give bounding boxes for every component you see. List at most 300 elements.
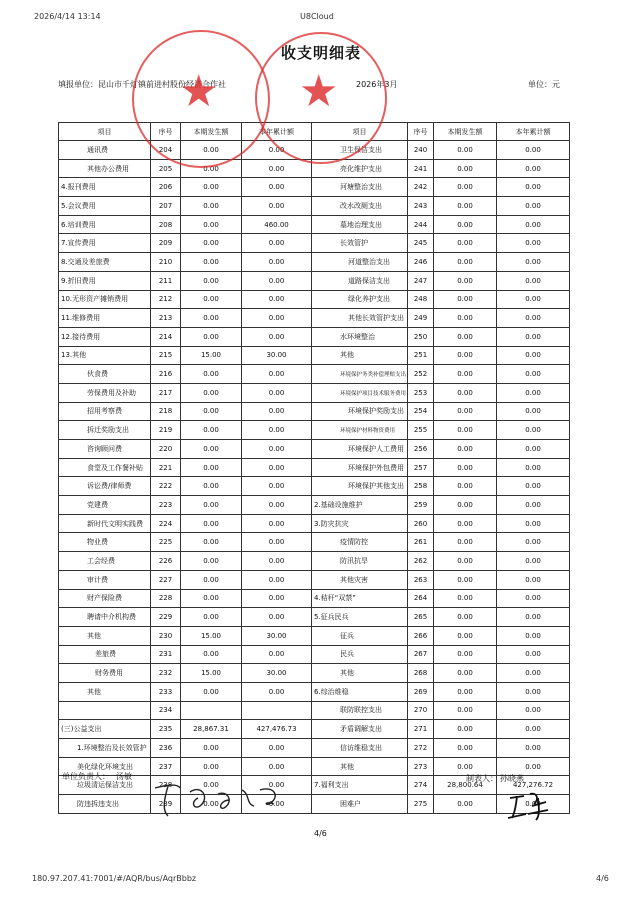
row-current-right: 0.00: [434, 402, 497, 421]
row-item-right: 其他长效管护支出: [312, 309, 408, 328]
row-ytd-left: 0.00: [242, 365, 312, 384]
table-row: [59, 645, 570, 664]
row-seq-right: 275: [408, 795, 434, 814]
row-item-left: 聘请中介机构费: [59, 608, 151, 627]
row-seq-right: 244: [408, 215, 434, 234]
row-seq-right: 264: [408, 589, 434, 608]
row-current-left: 0.00: [181, 365, 242, 384]
row-current-left: 0.00: [181, 477, 242, 496]
row-ytd-right: 0.00: [497, 589, 570, 608]
row-ytd-right: 0.00: [497, 720, 570, 739]
row-item-right: 环境保护人工费用: [312, 440, 408, 459]
row-seq-right: 262: [408, 552, 434, 571]
row-ytd-right: 0.00: [497, 365, 570, 384]
row-ytd-right: 0.00: [497, 739, 570, 758]
row-ytd-left: 0.00: [242, 552, 312, 571]
row-item-left: 10.无形资产摊销费用: [59, 290, 151, 309]
col-current-left: 本期发生额: [181, 123, 242, 141]
row-item-right: 矛盾调解支出: [312, 720, 408, 739]
row-current-left: 0.00: [181, 458, 242, 477]
row-current-left: 0.00: [181, 309, 242, 328]
table-row: [59, 552, 570, 571]
row-item-left: 新时代文明实践费: [59, 514, 151, 533]
row-seq-left: 236: [151, 739, 181, 758]
row-seq-left: 208: [151, 215, 181, 234]
row-item-right: 道路保洁支出: [312, 271, 408, 290]
row-seq-right: 251: [408, 346, 434, 365]
row-seq-left: 230: [151, 626, 181, 645]
row-item-left: 美化绿化环境支出: [59, 757, 151, 776]
row-ytd-left: 0.00: [242, 402, 312, 421]
row-item-left: 其他: [59, 682, 151, 701]
row-item-right: 征兵: [312, 626, 408, 645]
row-ytd-right: 0.00: [497, 570, 570, 589]
row-item-left: 物业费: [59, 533, 151, 552]
row-seq-left: 209: [151, 234, 181, 253]
row-seq-left: 211: [151, 271, 181, 290]
row-current-left: 0.00: [181, 197, 242, 216]
leader-name: 汤敏: [116, 772, 132, 781]
row-seq-right: 272: [408, 739, 434, 758]
row-current-right: 0.00: [434, 440, 497, 459]
row-current-left: 0.00: [181, 178, 242, 197]
row-item-left: 差旅费: [59, 645, 151, 664]
row-seq-left: 229: [151, 608, 181, 627]
row-current-right: 0.00: [434, 739, 497, 758]
row-ytd-left: 0.00: [242, 645, 312, 664]
table-row: [59, 178, 570, 197]
row-seq-right: 240: [408, 141, 434, 160]
row-seq-left: 223: [151, 496, 181, 515]
row-seq-left: 213: [151, 309, 181, 328]
row-current-left: 0.00: [181, 570, 242, 589]
row-current-left: 0.00: [181, 383, 242, 402]
row-current-right: 0.00: [434, 421, 497, 440]
print-page: 4/6: [596, 874, 609, 883]
row-ytd-right: 0.00: [497, 421, 570, 440]
row-item-right: 环境保护材料物资费用: [312, 421, 408, 440]
row-ytd-right: 0.00: [497, 496, 570, 515]
table-row: [59, 365, 570, 384]
row-ytd-right: 427,276.72: [497, 776, 570, 795]
row-seq-right: 249: [408, 309, 434, 328]
table-row: [59, 402, 570, 421]
row-ytd-right: 0.00: [497, 402, 570, 421]
report-unit: 填报单位：昆山市千灯镇前进村股份经济合作社: [58, 80, 226, 89]
row-current-left: 0.00: [181, 215, 242, 234]
report-page-number: 4/6: [314, 829, 327, 838]
row-seq-right: 259: [408, 496, 434, 515]
preparer-signature: [506, 788, 556, 824]
row-ytd-left: 0.00: [242, 271, 312, 290]
row-current-left: 0.00: [181, 533, 242, 552]
row-current-right: 0.00: [434, 701, 497, 720]
row-seq-left: 231: [151, 645, 181, 664]
row-current-left: 0.00: [181, 234, 242, 253]
row-ytd-right: 0.00: [497, 290, 570, 309]
row-seq-right: 241: [408, 159, 434, 178]
row-current-right: 0.00: [434, 608, 497, 627]
row-item-left: 党建费: [59, 496, 151, 515]
row-current-right: 0.00: [434, 253, 497, 272]
row-current-right: 0.00: [434, 795, 497, 814]
table-row: [59, 327, 570, 346]
row-seq-right: 256: [408, 440, 434, 459]
row-seq-left: 218: [151, 402, 181, 421]
row-item-right: 亮化维护支出: [312, 159, 408, 178]
table-row: [59, 701, 570, 720]
row-seq-right: 266: [408, 626, 434, 645]
row-item-left: 通讯费: [59, 141, 151, 160]
row-seq-right: 269: [408, 682, 434, 701]
row-seq-left: 212: [151, 290, 181, 309]
row-current-left: 0.00: [181, 514, 242, 533]
row-item-right: 信访维稳支出: [312, 739, 408, 758]
table-row: [59, 421, 570, 440]
row-ytd-right: 0.00: [497, 701, 570, 720]
row-ytd-left: 0.00: [242, 290, 312, 309]
seal-star-icon: ★: [179, 66, 219, 117]
row-ytd-right: 0.00: [497, 197, 570, 216]
row-seq-right: 258: [408, 477, 434, 496]
row-current-right: 0.00: [434, 141, 497, 160]
row-current-left: [181, 701, 242, 720]
row-item-right: 4.秸秆“双禁”: [312, 589, 408, 608]
row-item-left: 审计费: [59, 570, 151, 589]
row-ytd-left: 0.00: [242, 234, 312, 253]
row-item-left: 5.会议费用: [59, 197, 151, 216]
table-row: [59, 682, 570, 701]
row-item-left: 食堂及工作餐补贴: [59, 458, 151, 477]
print-app-name: U8Cloud: [300, 12, 334, 21]
row-ytd-right: 0.00: [497, 215, 570, 234]
row-seq-left: 232: [151, 664, 181, 683]
row-current-left: 0.00: [181, 682, 242, 701]
row-current-left: 0.00: [181, 159, 242, 178]
row-seq-right: 268: [408, 664, 434, 683]
cooperative-seal: [132, 30, 270, 168]
table-row: [59, 570, 570, 589]
row-item-right: 防汛抗旱: [312, 552, 408, 571]
row-current-left: 0.00: [181, 496, 242, 515]
row-item-left: [59, 701, 151, 720]
row-current-right: 0.00: [434, 178, 497, 197]
row-seq-left: 217: [151, 383, 181, 402]
table-row: [59, 533, 570, 552]
row-seq-right: 274: [408, 776, 434, 795]
row-item-right: 3.防灾抗灾: [312, 514, 408, 533]
preparer-label: 制表人：: [466, 774, 498, 783]
row-item-left: 1.环境整治及长效管护: [59, 739, 151, 758]
row-ytd-left: 0.00: [242, 496, 312, 515]
row-ytd-left: 0.00: [242, 682, 312, 701]
row-seq-left: 207: [151, 197, 181, 216]
row-seq-left: 205: [151, 159, 181, 178]
row-ytd-right: 0.00: [497, 757, 570, 776]
row-item-right: 长效管护: [312, 234, 408, 253]
row-current-right: 0.00: [434, 477, 497, 496]
row-ytd-left: 0.00: [242, 327, 312, 346]
table-row: [59, 496, 570, 515]
row-ytd-right: 0.00: [497, 626, 570, 645]
report-title: 收支明细表: [281, 44, 362, 62]
row-item-left: 7.宣传费用: [59, 234, 151, 253]
row-ytd-left: 30.00: [242, 346, 312, 365]
row-seq-left: 238: [151, 776, 181, 795]
row-item-right: 民兵: [312, 645, 408, 664]
row-current-left: 0.00: [181, 589, 242, 608]
row-seq-left: 204: [151, 141, 181, 160]
col-ytd-right: 本年累计额: [497, 123, 570, 141]
row-current-left: 0.00: [181, 271, 242, 290]
row-ytd-left: 0.00: [242, 421, 312, 440]
row-seq-right: 260: [408, 514, 434, 533]
row-item-left: 防违拆违支出: [59, 795, 151, 814]
table-row: [59, 271, 570, 290]
row-seq-left: 214: [151, 327, 181, 346]
row-seq-left: 224: [151, 514, 181, 533]
row-ytd-left: 0.00: [242, 757, 312, 776]
row-seq-left: 239: [151, 795, 181, 814]
row-item-right: 环境保护其他支出: [312, 477, 408, 496]
row-seq-right: 261: [408, 533, 434, 552]
row-current-left: 0.00: [181, 795, 242, 814]
row-ytd-left: 0.00: [242, 477, 312, 496]
row-ytd-right: 0.00: [497, 664, 570, 683]
row-current-right: 0.00: [434, 327, 497, 346]
row-seq-right: 252: [408, 365, 434, 384]
row-current-right: 0.00: [434, 234, 497, 253]
row-current-right: 0.00: [434, 570, 497, 589]
table-row: [59, 720, 570, 739]
row-item-right: 2.基础设施维护: [312, 496, 408, 515]
table-row: [59, 458, 570, 477]
row-current-right: 0.00: [434, 365, 497, 384]
row-seq-right: 246: [408, 253, 434, 272]
row-item-left: 12.接待费用: [59, 327, 151, 346]
table-row: [59, 215, 570, 234]
row-ytd-right: 0.00: [497, 141, 570, 160]
row-current-right: 0.00: [434, 309, 497, 328]
row-ytd-left: 0.00: [242, 570, 312, 589]
row-current-left: 0.00: [181, 290, 242, 309]
table-row: [59, 290, 570, 309]
row-item-right: 环境保护务类补偿理赔支出: [312, 365, 408, 384]
row-current-left: 15.00: [181, 664, 242, 683]
row-seq-left: 225: [151, 533, 181, 552]
row-item-right: 疫情防控: [312, 533, 408, 552]
row-item-right: 绿化养护支出: [312, 290, 408, 309]
table-row: [59, 664, 570, 683]
row-item-right: 环境保护奖励支出: [312, 402, 408, 421]
row-current-left: 15.00: [181, 346, 242, 365]
row-ytd-left: 0.00: [242, 514, 312, 533]
row-item-right: 河道整治支出: [312, 253, 408, 272]
row-ytd-left: 30.00: [242, 664, 312, 683]
col-ytd-left: 本年累计额: [242, 123, 312, 141]
row-item-left: 财务费用: [59, 664, 151, 683]
seal-star-icon: ★: [299, 66, 339, 117]
row-item-left: 拆迁奖励支出: [59, 421, 151, 440]
row-seq-right: 254: [408, 402, 434, 421]
row-current-left: 15.00: [181, 626, 242, 645]
table-row: [59, 346, 570, 365]
row-seq-right: 250: [408, 327, 434, 346]
row-ytd-left: 0.00: [242, 440, 312, 459]
row-item-left: 13.其他: [59, 346, 151, 365]
row-current-left: 28,867.31: [181, 720, 242, 739]
row-item-right: 联防联控支出: [312, 701, 408, 720]
row-seq-left: 216: [151, 365, 181, 384]
row-ytd-left: 0.00: [242, 608, 312, 627]
row-item-right: 环境保护外包费用: [312, 458, 408, 477]
row-current-right: 0.00: [434, 757, 497, 776]
row-current-right: 0.00: [434, 514, 497, 533]
row-ytd-left: 460.00: [242, 215, 312, 234]
row-ytd-right: 0.00: [497, 645, 570, 664]
col-seq-right: 序号: [408, 123, 434, 141]
row-item-left: 9.折旧费用: [59, 271, 151, 290]
row-item-right: 其他: [312, 757, 408, 776]
row-current-right: 0.00: [434, 197, 497, 216]
row-current-left: 0.00: [181, 440, 242, 459]
table-row: [59, 309, 570, 328]
row-ytd-left: 0.00: [242, 795, 312, 814]
table-row: [59, 253, 570, 272]
row-item-right: 困难户: [312, 795, 408, 814]
row-ytd-left: 0.00: [242, 458, 312, 477]
row-ytd-right: 0.00: [497, 552, 570, 571]
row-seq-left: 226: [151, 552, 181, 571]
row-item-left: 财产保险费: [59, 589, 151, 608]
row-current-right: 0.00: [434, 533, 497, 552]
report-currency: 单位：元: [528, 80, 560, 89]
row-ytd-left: 0.00: [242, 159, 312, 178]
row-item-left: 垃圾清运保洁支出: [59, 776, 151, 795]
row-ytd-left: 0.00: [242, 739, 312, 758]
table-row: [59, 383, 570, 402]
row-seq-left: 237: [151, 757, 181, 776]
row-item-left: 其他办公费用: [59, 159, 151, 178]
row-item-left: 6.培训费用: [59, 215, 151, 234]
row-item-left: (三)公益支出: [59, 720, 151, 739]
row-ytd-left: 427,476.73: [242, 720, 312, 739]
row-ytd-right: 0.00: [497, 795, 570, 814]
row-current-right: 0.00: [434, 720, 497, 739]
row-ytd-right: 0.00: [497, 253, 570, 272]
row-ytd-left: [242, 701, 312, 720]
row-current-left: 0.00: [181, 421, 242, 440]
table-row: [59, 626, 570, 645]
row-ytd-right: 0.00: [497, 346, 570, 365]
row-item-right: 6.综治维稳: [312, 682, 408, 701]
col-item-right: 项目: [312, 123, 408, 141]
row-seq-left: 210: [151, 253, 181, 272]
row-ytd-left: 30.00: [242, 626, 312, 645]
row-seq-left: 227: [151, 570, 181, 589]
col-item-left: 项目: [59, 123, 151, 141]
row-current-right: 0.00: [434, 159, 497, 178]
row-item-left: 诉讼费/律师费: [59, 477, 151, 496]
row-seq-left: 235: [151, 720, 181, 739]
row-current-left: 0.00: [181, 739, 242, 758]
row-current-right: 0.00: [434, 626, 497, 645]
row-ytd-right: 0.00: [497, 533, 570, 552]
row-item-right: 环境保护项目技术服务费用: [312, 383, 408, 402]
row-ytd-right: 0.00: [497, 309, 570, 328]
row-item-right: 卫生保洁支出: [312, 141, 408, 160]
finance-seal: [255, 32, 387, 164]
row-seq-right: 247: [408, 271, 434, 290]
row-current-right: 0.00: [434, 645, 497, 664]
row-seq-left: 222: [151, 477, 181, 496]
row-ytd-right: 0.00: [497, 159, 570, 178]
row-seq-right: 271: [408, 720, 434, 739]
leader-signature: [150, 780, 290, 820]
row-seq-right: 263: [408, 570, 434, 589]
row-item-left: 8.交通及差旅费: [59, 253, 151, 272]
row-seq-left: 219: [151, 421, 181, 440]
row-current-right: 0.00: [434, 552, 497, 571]
row-current-left: 0.00: [181, 327, 242, 346]
row-ytd-right: 0.00: [497, 383, 570, 402]
row-ytd-left: 0.00: [242, 253, 312, 272]
row-current-right: 0.00: [434, 383, 497, 402]
row-current-left: 0.00: [181, 552, 242, 571]
row-seq-right: 257: [408, 458, 434, 477]
row-current-right: 0.00: [434, 458, 497, 477]
row-ytd-right: 0.00: [497, 234, 570, 253]
row-item-right: 其他: [312, 664, 408, 683]
row-current-left: 0.00: [181, 757, 242, 776]
row-current-right: 0.00: [434, 589, 497, 608]
table-row: [59, 795, 570, 814]
table-row: [59, 608, 570, 627]
print-url: 180.97.207.41:7001/#/AQR/bus/AqrBbbz: [32, 874, 197, 883]
row-item-left: 劳保费用及补助: [59, 383, 151, 402]
row-current-left: 0.00: [181, 253, 242, 272]
row-ytd-left: 0.00: [242, 383, 312, 402]
row-item-left: 招用考察费: [59, 402, 151, 421]
income-expense-table: [58, 122, 570, 814]
row-ytd-left: 0.00: [242, 776, 312, 795]
row-current-right: 0.00: [434, 682, 497, 701]
table-row: [59, 514, 570, 533]
row-seq-right: 242: [408, 178, 434, 197]
row-ytd-right: 0.00: [497, 178, 570, 197]
preparer-name: 孙晓燕: [500, 774, 524, 783]
row-item-left: 4.报刊费用: [59, 178, 151, 197]
row-ytd-left: 0.00: [242, 533, 312, 552]
row-item-right: 水环境整治: [312, 327, 408, 346]
row-current-right: 28,800.64: [434, 776, 497, 795]
row-item-left: 11.维修费用: [59, 309, 151, 328]
col-current-right: 本期发生额: [434, 123, 497, 141]
row-seq-right: 255: [408, 421, 434, 440]
table-row: [59, 197, 570, 216]
row-item-left: 工会经费: [59, 552, 151, 571]
row-seq-right: 265: [408, 608, 434, 627]
row-item-right: 其他灾害: [312, 570, 408, 589]
row-current-left: 0.00: [181, 776, 242, 795]
row-item-left: 伙食费: [59, 365, 151, 384]
table-row: [59, 440, 570, 459]
row-ytd-right: 0.00: [497, 514, 570, 533]
row-seq-left: 234: [151, 701, 181, 720]
row-current-right: 0.00: [434, 346, 497, 365]
row-seq-left: 233: [151, 682, 181, 701]
row-ytd-right: 0.00: [497, 477, 570, 496]
